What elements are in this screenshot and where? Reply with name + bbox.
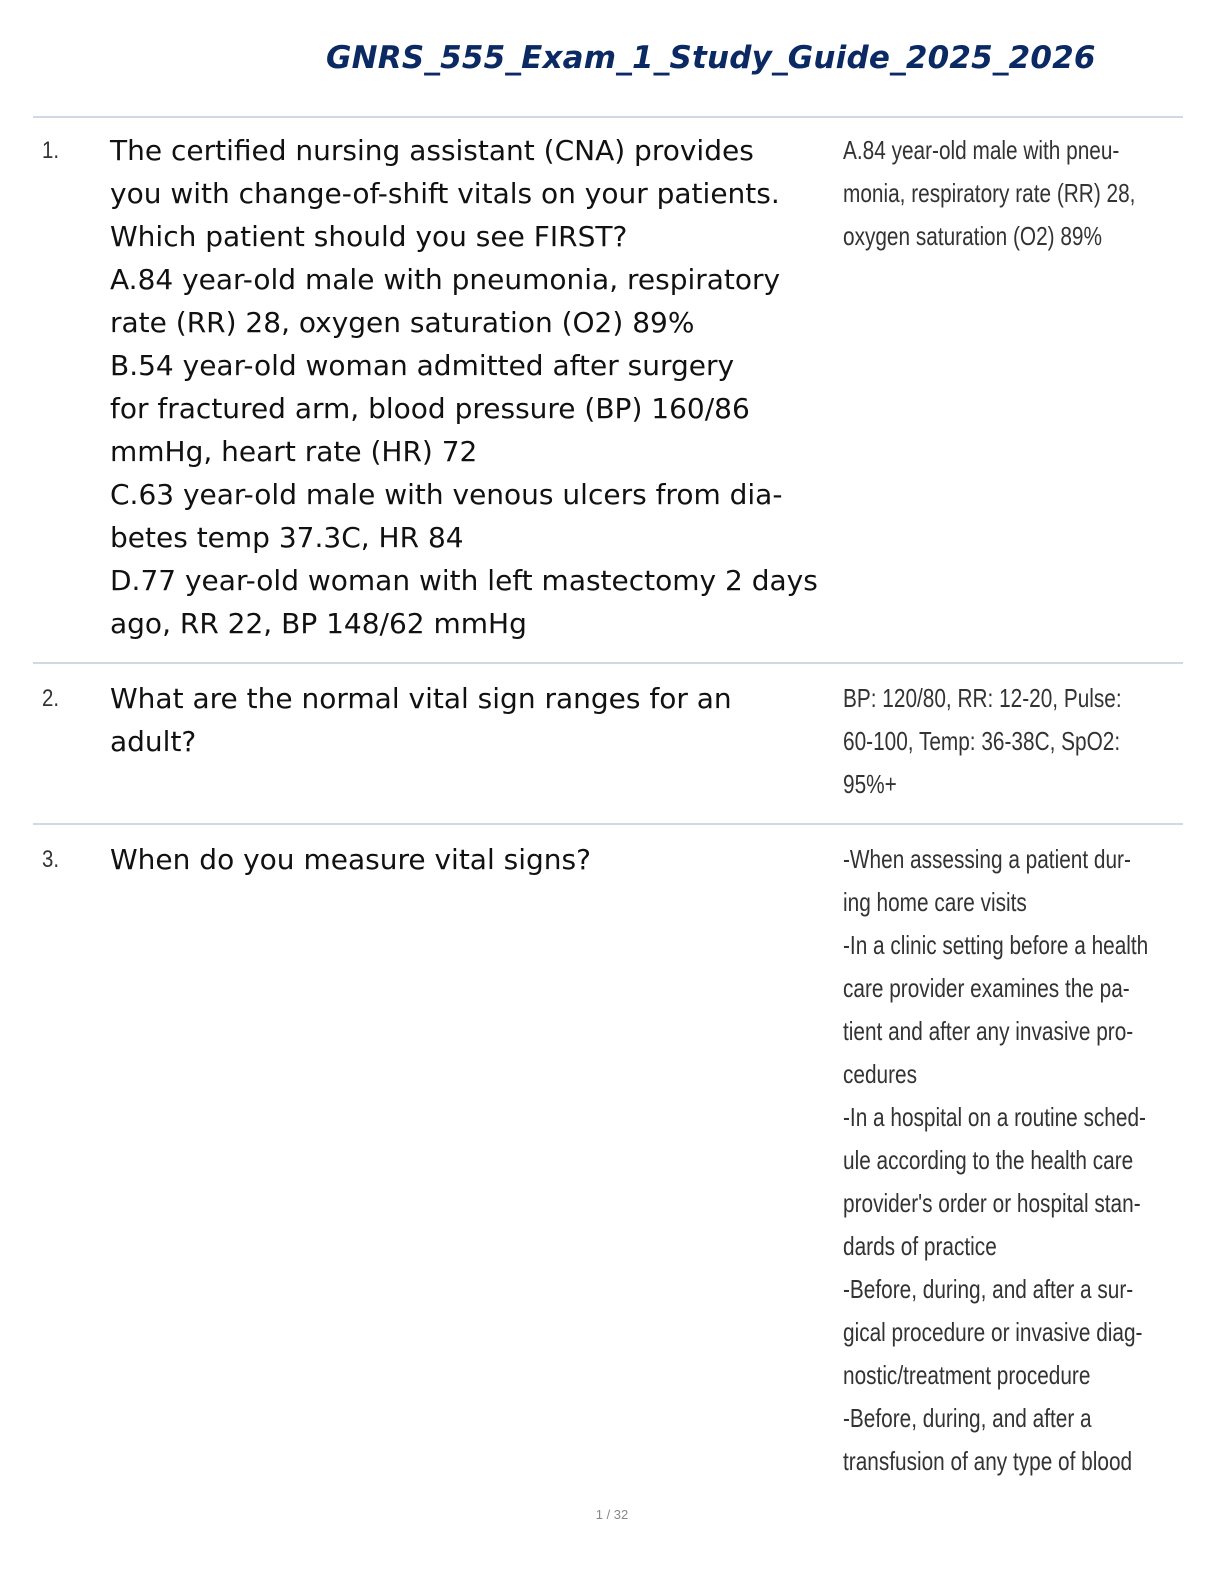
question-line: you with change-of-shift vitals on your patients. xyxy=(110,177,780,210)
card-number: 3. xyxy=(42,846,60,873)
answer-line: ule according to the health care xyxy=(843,1145,1134,1175)
answer-line: ing home care visits xyxy=(843,887,1027,917)
page-indicator: 1 / 32 xyxy=(595,1507,629,1522)
question-line: adult? xyxy=(110,725,197,758)
answer-line: 60-100, Temp: 36-38C, SpO2: xyxy=(843,726,1121,756)
answer-line: 95%+ xyxy=(843,769,897,799)
question-line: betes temp 37.3C, HR 84 xyxy=(110,521,464,554)
answer-line: dards of practice xyxy=(843,1231,997,1261)
answer-line: A.84 year-old male with pneu- xyxy=(843,135,1120,165)
answer-line: provider's order or hospital stan- xyxy=(843,1188,1141,1218)
question-line: D.77 year-old woman with left mastectomy 2 days xyxy=(110,564,818,597)
answer-line: cedures xyxy=(843,1059,917,1089)
flashcard-2 xyxy=(33,677,1183,812)
answer-line: BP: 120/80, RR: 12-20, Pulse: xyxy=(843,683,1122,713)
card-question xyxy=(110,838,846,881)
divider xyxy=(33,116,1183,118)
question-line: What are the normal vital sign ranges for an xyxy=(110,682,732,715)
answer-line: care provider examines the pa- xyxy=(843,973,1130,1003)
question-line: The certified nursing assistant (CNA) provides xyxy=(110,134,754,167)
question-line: Which patient should you see FIRST? xyxy=(110,220,628,253)
question-line: When do you measure vital signs? xyxy=(110,843,591,876)
card-number: 1. xyxy=(42,137,60,164)
card-answer xyxy=(843,129,1163,258)
card-question xyxy=(110,677,846,763)
card-answer xyxy=(843,838,1163,1483)
answer-line: monia, respiratory rate (RR) 28, xyxy=(843,178,1136,208)
card-number: 2. xyxy=(42,685,60,712)
answer-line: -In a hospital on a routine sched- xyxy=(843,1102,1146,1132)
question-line: ago, RR 22, BP 148/62 mmHg xyxy=(110,607,527,640)
divider xyxy=(33,662,1183,664)
question-line: B.54 year-old woman admitted after surgery xyxy=(110,349,735,382)
card-question xyxy=(110,129,846,645)
question-line: mmHg, heart rate (HR) 72 xyxy=(110,435,478,468)
answer-line: -When assessing a patient dur- xyxy=(843,844,1131,874)
answer-line: -Before, during, and after a sur- xyxy=(843,1274,1134,1304)
flashcard-3 xyxy=(33,838,1183,1488)
question-line: rate (RR) 28, oxygen saturation (O2) 89% xyxy=(110,306,695,339)
answer-line: -In a clinic setting before a health xyxy=(843,930,1149,960)
question-line: for fractured arm, blood pressure (BP) 160/86 xyxy=(110,392,750,425)
answer-line: -Before, during, and after a xyxy=(843,1403,1092,1433)
answer-line: tient and after any invasive pro- xyxy=(843,1016,1134,1046)
flashcard-1 xyxy=(33,129,1183,649)
answer-line: transfusion of any type of blood xyxy=(843,1446,1133,1476)
answer-line: gical procedure or invasive diag- xyxy=(843,1317,1143,1347)
answer-line: nostic/treatment procedure xyxy=(843,1360,1091,1390)
answer-line: oxygen saturation (O2) 89% xyxy=(843,221,1102,251)
card-answer xyxy=(843,677,1163,806)
question-line: A.84 year-old male with pneumonia, respiratory xyxy=(110,263,781,296)
divider xyxy=(33,823,1183,825)
document-title: GNRS_555_Exam_1_Study_Guide_2025_2026 xyxy=(326,40,1096,76)
question-line: C.63 year-old male with venous ulcers from dia- xyxy=(110,478,783,511)
